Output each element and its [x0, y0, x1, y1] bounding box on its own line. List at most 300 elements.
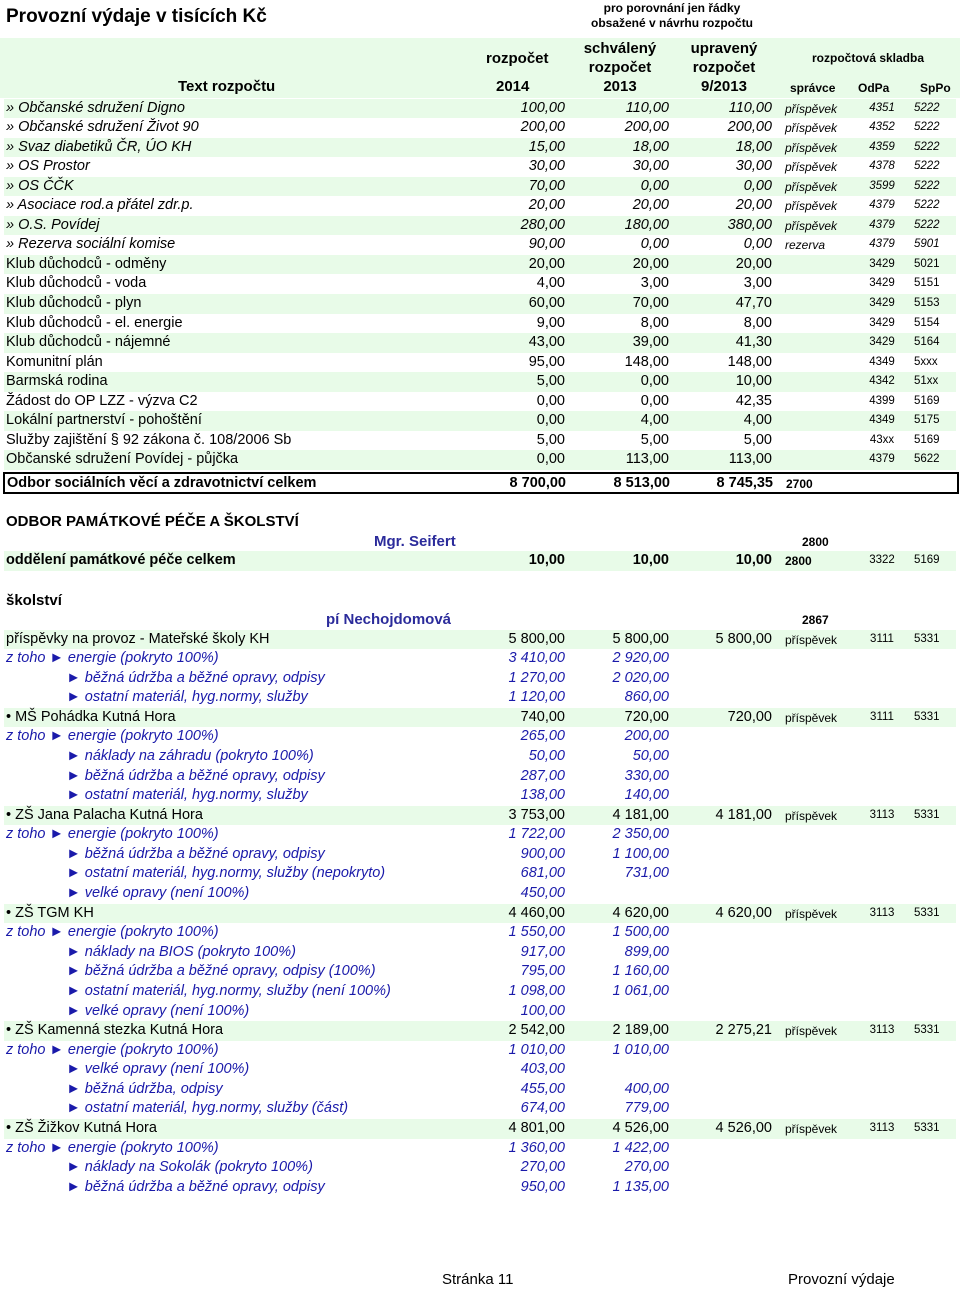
table-row [4, 255, 956, 275]
row-sppo: 5901 [914, 238, 940, 251]
row-odpa: 3429 [869, 277, 895, 290]
row-value-2014: 1 098,00 [508, 982, 565, 999]
row-value-9-2013: 4 620,00 [715, 904, 772, 921]
row-value-9-2013: 42,35 [735, 392, 772, 409]
row-text: ► běžná údržba a běžné opravy, odpisy [6, 1178, 325, 1195]
row-text: Občanské sdružení Povídej - půjčka [6, 451, 239, 468]
row-spravce: příspěvek [785, 1122, 838, 1136]
row-odpa: 4379 [869, 238, 895, 251]
row-value-9-2013: 380,00 [727, 216, 772, 233]
row-value-2014: 2 542,00 [508, 1022, 565, 1039]
row-value-2013: 779,00 [624, 1100, 669, 1117]
row-value-2013: 1 010,00 [612, 1041, 669, 1058]
row-text: z toho ► energie (pokryto 100%) [6, 924, 219, 941]
row-value-2013: 4,00 [640, 412, 669, 429]
row-value-9-2013: 4,00 [743, 412, 772, 429]
row-value-2013: 0,00 [640, 373, 669, 390]
row-value-2014: 4 460,00 [508, 904, 565, 921]
row-text: Žádost do OP LZZ - výzva C2 [6, 392, 198, 409]
row-value-2013: 200,00 [624, 728, 669, 745]
table-row [4, 314, 956, 334]
row-sppo: 5222 [914, 101, 940, 114]
row-odpa: 3429 [869, 336, 895, 349]
row-odpa: 3113 [869, 906, 895, 919]
table-row [4, 786, 956, 806]
row-text: Klub důchodců - plyn [6, 295, 142, 311]
row-value-2013: 1 100,00 [612, 845, 669, 862]
row-odpa: 3429 [869, 297, 895, 309]
col2-year: 2013 [603, 78, 637, 95]
row-text: • ZŠ TGM KH [6, 904, 94, 921]
sppo-label: SpPo [920, 81, 951, 95]
row-value-2013: 113,00 [625, 451, 669, 468]
row-value-2014: 1 360,00 [508, 1139, 565, 1156]
row-text: Barmská rodina [6, 373, 108, 390]
row-value-2014: 265,00 [520, 728, 565, 745]
row-text: Klub důchodců - odměny [6, 255, 167, 272]
row-value-2014: 455,00 [520, 1080, 565, 1097]
table-row [4, 392, 956, 412]
row-odpa: 3322 [869, 554, 895, 566]
row-value-2014: 200,00 [520, 119, 565, 136]
page-number: Stránka 11 [442, 1271, 514, 1288]
row-text: ► běžná údržba a běžné opravy, odpisy [6, 767, 325, 784]
table-row [4, 431, 956, 451]
row-value-2013: 899,00 [624, 943, 669, 960]
row-text: Klub důchodců - el. energie [6, 314, 183, 331]
table-row [4, 333, 956, 353]
row-text: • MŠ Pohádka Kutná Hora [6, 708, 176, 725]
row-text: • ZŠ Kamenná stezka Kutná Hora [6, 1022, 224, 1039]
table-row [4, 923, 956, 943]
table-row [4, 845, 956, 865]
row-value-2013: 270,00 [624, 1159, 669, 1176]
row-sppo: 5222 [914, 179, 940, 192]
row-value-2014: 30,00 [528, 158, 565, 175]
row-sppo: 5331 [914, 1024, 940, 1037]
row-text: » Asociace rod.a přátel zdr.p. [6, 197, 194, 214]
row-text: ► ostatní materiál, hyg.normy, služby [6, 787, 308, 804]
row-text: » Svaz diabetiků ČR, ÚO KH [6, 138, 192, 155]
row-spravce: příspěvek [785, 121, 838, 136]
row-value-2014: 95,00 [528, 353, 565, 370]
row-text: z toho ► energie (pokryto 100%) [6, 826, 219, 843]
row-odpa: 4379 [869, 218, 895, 231]
row-value-2013: 720,00 [624, 708, 669, 725]
row-value-2013: 1 422,00 [612, 1139, 669, 1156]
row-sppo: 5331 [914, 632, 940, 645]
row-text: ► běžná údržba, odpisy [6, 1080, 223, 1097]
row-odpa: 4399 [869, 394, 895, 407]
row-sppo: 5169 [914, 433, 940, 446]
budget-structure-label: rozpočtová skladba [811, 51, 925, 65]
row-value-2013: 0,00 [640, 236, 669, 253]
row-value-2013: 39,00 [632, 334, 669, 351]
row-text: » Rezerva sociální komise [6, 236, 176, 253]
row-value-9-2013: 47,70 [735, 295, 772, 311]
row-value-2014: 1 550,00 [508, 924, 565, 941]
row-value-2013: 50,00 [632, 747, 669, 764]
col3-label: rozpočet [692, 59, 756, 76]
row-value-2013: 400,00 [624, 1080, 669, 1097]
row-spravce: příspěvek [785, 906, 838, 921]
row-value-2014: 1 270,00 [508, 669, 565, 686]
row-value-2014: 917,00 [520, 943, 565, 960]
row-value-2013: 2 350,00 [612, 826, 669, 843]
odpa-label: OdPa [858, 81, 890, 95]
row-value-9-2013: 10,00 [735, 373, 772, 390]
row-value-9-2013: 10,00 [735, 552, 772, 568]
row-odpa: 4349 [869, 414, 895, 427]
row-value-2014: 20,00 [528, 255, 565, 272]
table-row [4, 411, 956, 431]
table-row [4, 372, 956, 392]
table-row [4, 294, 956, 314]
row-spravce: 2800 [785, 554, 812, 568]
table-row [4, 904, 956, 924]
row-value-2013: 1 500,00 [612, 924, 669, 941]
row-sppo: 5151 [914, 277, 940, 290]
table-row [4, 864, 956, 884]
row-value-2013: 20,00 [632, 255, 669, 272]
row-sppo: 5169 [914, 394, 940, 407]
row-text: ► ostatní materiál, hyg.normy, služby (část) [6, 1100, 349, 1117]
table-row [4, 630, 956, 650]
text-col-label: Text rozpočtu [178, 78, 276, 95]
row-value-2014: 403,00 [520, 1061, 565, 1078]
table-row [4, 747, 956, 767]
row-text: ► náklady na záhradu (pokryto 100%) [6, 747, 314, 764]
table-row [4, 825, 956, 845]
row-text: ► velké opravy (není 100%) [6, 885, 250, 902]
table-row [4, 99, 956, 119]
row-value-2014: 950,00 [520, 1178, 565, 1195]
row-sppo: 5222 [914, 140, 940, 153]
table-row [4, 669, 956, 689]
table-row [4, 1178, 956, 1198]
row-sppo: 5331 [914, 1122, 940, 1134]
row-value-9-2013: 0,00 [743, 236, 772, 253]
row-value-9-2013: 30,00 [735, 158, 772, 175]
col3-year: 9/2013 [701, 78, 747, 95]
row-value-2013: 1 160,00 [612, 963, 669, 980]
row-value-2014: 0,00 [536, 451, 565, 468]
row-spravce: příspěvek [785, 1024, 838, 1039]
table-row [4, 1119, 956, 1139]
row-text: » OS ČČK [6, 177, 74, 194]
table-row [4, 649, 956, 669]
row-value-9-2013: 113,00 [728, 451, 772, 468]
table-row [4, 177, 956, 197]
row-value-2014: 90,00 [528, 236, 565, 253]
heritage-total-row [4, 551, 956, 571]
row-odpa: 4342 [869, 375, 895, 388]
row-spravce: příspěvek [785, 199, 838, 214]
table-row [4, 274, 956, 294]
row-text: z toho ► energie (pokryto 100%) [6, 1041, 219, 1058]
row-text: » OS Prostor [6, 158, 90, 175]
row-text: ► běžná údržba a běžné opravy, odpisy (100%) [6, 963, 376, 980]
row-value-2014: 60,00 [528, 295, 565, 311]
row-odpa: 4349 [869, 355, 895, 368]
row-sppo: 5164 [914, 336, 940, 349]
table-row [4, 450, 956, 470]
row-value-2014: 10,00 [528, 552, 565, 568]
row-value-2014: 1 120,00 [508, 689, 565, 706]
col1-label: rozpočet [486, 50, 549, 67]
row-value-9-2013: 720,00 [727, 708, 772, 725]
row-sppo: 5331 [914, 906, 940, 919]
row-value-2013: 110,00 [625, 99, 669, 116]
row-value-2013: 3,00 [640, 275, 669, 292]
row-odpa: 3111 [870, 710, 894, 723]
row-value-2014: 0,00 [536, 412, 565, 429]
row-value-2013: 860,00 [624, 689, 669, 706]
row-value-2014: 795,00 [520, 963, 565, 980]
row-value-2013: 8,00 [640, 314, 669, 331]
row-sppo: 5153 [914, 297, 940, 309]
row-value-2014: 0,00 [536, 392, 565, 409]
row-value-2013: 148,00 [624, 353, 669, 370]
row-spravce: příspěvek [785, 140, 838, 155]
table-row [4, 235, 956, 255]
table-row [4, 1158, 956, 1178]
row-value-9-2013: 110,00 [728, 99, 772, 116]
row-value-2014: 70,00 [528, 177, 565, 194]
row-text: Klub důchodců - voda [6, 275, 147, 292]
row-text: z toho ► energie (pokryto 100%) [6, 1139, 219, 1156]
row-value-2013: 2 020,00 [612, 669, 669, 686]
row-spravce: příspěvek [785, 632, 838, 647]
subsection-heading: školství [6, 592, 62, 609]
table-row [4, 806, 956, 826]
col2-label: schválený [583, 40, 657, 57]
row-value-2013: 0,00 [640, 177, 669, 194]
row-value-9-2013: 4 181,00 [715, 806, 772, 823]
row-spravce: příspěvek [785, 179, 838, 194]
row-text: ► ostatní materiál, hyg.normy, služby (není 100%) [6, 982, 391, 999]
row-value-2014: 5,00 [536, 373, 565, 390]
row-odpa: 3113 [869, 808, 895, 821]
row-value-2014: 287,00 [520, 767, 565, 784]
row-text: ► náklady na BIOS (pokryto 100%) [6, 943, 296, 960]
row-value-9-2013: 0,00 [743, 177, 772, 194]
row-text: Lokální partnerství - pohoštění [6, 412, 202, 429]
row-value-2013: 5,00 [640, 431, 669, 448]
row-spravce: příspěvek [785, 710, 838, 725]
row-text: ► velké opravy (není 100%) [6, 1002, 250, 1019]
row-value-2014: 4 801,00 [508, 1120, 565, 1136]
row-value-2013: 4 526,00 [612, 1120, 669, 1136]
row-text: ► ostatní materiál, hyg.normy, služby [6, 689, 308, 706]
section-code: 2800 [802, 535, 829, 549]
row-value-2014: 43,00 [528, 334, 565, 351]
table-row [4, 962, 956, 982]
row-value-2013: 4 620,00 [612, 904, 669, 921]
row-value-2013: 330,00 [624, 767, 669, 784]
row-text: ► běžná údržba a běžné opravy, odpisy [6, 845, 325, 862]
row-odpa: 43xx [869, 433, 895, 446]
row-sppo: 5222 [914, 160, 940, 173]
compare-note-line: obsažené v návrhu rozpočtu [590, 16, 754, 30]
col1-year: 2014 [496, 78, 530, 95]
row-value-9-2013: 3,00 [743, 275, 772, 292]
table-header [0, 38, 960, 98]
row-text: oddělení památkové péče celkem [6, 552, 236, 568]
row-value-2014: 270,00 [520, 1159, 565, 1176]
row-value-9-2013: 200,00 [727, 119, 772, 136]
row-spravce: příspěvek [785, 160, 838, 175]
table-row [4, 1060, 956, 1080]
row-value-2014: 4,00 [536, 275, 565, 292]
row-value-9-2013: 20,00 [735, 197, 772, 214]
subsection-code: 2867 [802, 613, 829, 627]
row-value-2014: 9,00 [536, 314, 565, 331]
row-value-2013: 70,00 [632, 295, 669, 311]
row-value-2014: 5,00 [536, 431, 565, 448]
row-text: » Občanské sdružení Život 90 [6, 119, 199, 136]
table-row [4, 708, 956, 728]
row-value-2013: 0,00 [640, 392, 669, 409]
row-value-9-2013: 2 275,21 [715, 1022, 772, 1039]
row-value-2014: 50,00 [528, 747, 565, 764]
row-value-2014: 5 800,00 [508, 630, 565, 647]
row-sppo: 5331 [914, 710, 940, 723]
row-value-2014: 280,00 [520, 216, 565, 233]
row-text: ► náklady na Sokolák (pokryto 100%) [6, 1159, 313, 1176]
row-odpa: 3429 [869, 316, 895, 329]
row-value-2014: 138,00 [520, 787, 565, 804]
row-spravce: rezerva [785, 238, 826, 253]
row-value-9-2013: 5 800,00 [715, 630, 772, 647]
row-sppo: 5222 [914, 121, 940, 134]
table-row [4, 688, 956, 708]
row-spravce: příspěvek [785, 218, 838, 233]
row-value-2013: 20,00 [632, 197, 669, 214]
table-row [4, 727, 956, 747]
row-text: ► běžná údržba a běžné opravy, odpisy [6, 669, 325, 686]
section-heading: ODBOR PAMÁTKOVÉ PÉČE A ŠKOLSTVÍ [6, 513, 299, 530]
col3-label: upravený [690, 40, 758, 57]
row-text: z toho ► energie (pokryto 100%) [6, 728, 219, 745]
row-text: » O.S. Povídej [6, 216, 100, 233]
row-odpa: 3113 [869, 1122, 895, 1134]
row-value-2013: 5 800,00 [612, 630, 669, 647]
table-row [4, 1021, 956, 1041]
table-row [4, 1099, 956, 1119]
row-value-2013: 140,00 [624, 787, 669, 804]
row-value-2014: 1 722,00 [508, 826, 565, 843]
row-value-2014: 3 410,00 [508, 650, 565, 667]
row-value-2014: 3 753,00 [508, 806, 565, 823]
row-value-2014: 15,00 [528, 138, 565, 155]
table-row [4, 1139, 956, 1159]
row-value-2014: 681,00 [520, 865, 565, 882]
row-value-2013: 2 920,00 [612, 650, 669, 667]
page-title: Provozní výdaje v tisících Kč [6, 6, 267, 27]
section-manager: Mgr. Seifert [374, 533, 456, 550]
row-sppo: 5154 [914, 316, 940, 329]
row-text: Klub důchodců - nájemné [6, 334, 171, 351]
social-total-row [3, 472, 959, 494]
row-sppo: 51xx [914, 375, 939, 388]
table-row [4, 1041, 956, 1061]
table-row [4, 884, 956, 904]
row-value-2013: 200,00 [624, 119, 669, 136]
row-value-2013: 10,00 [632, 552, 669, 568]
row-sppo: 5xxx [914, 355, 938, 368]
table-row [4, 196, 956, 216]
footer-section: Provozní výdaje [788, 1271, 895, 1288]
row-value-2014: 100,00 [520, 99, 565, 116]
row-text: Komunitní plán [6, 353, 103, 370]
table-row [4, 1002, 956, 1022]
row-text: » Občanské sdružení Digno [6, 99, 185, 116]
table-row [4, 982, 956, 1002]
row-spravce: 2700 [786, 477, 813, 491]
compare-note [563, 1, 781, 31]
row-value-2014: 1 010,00 [508, 1041, 565, 1058]
row-spravce: příspěvek [785, 808, 838, 823]
row-value-2013: 731,00 [624, 865, 669, 882]
row-text: • ZŠ Žižkov Kutná Hora [6, 1120, 157, 1136]
row-value-2013: 1 061,00 [612, 982, 669, 999]
row-value-9-2013: 8 745,35 [716, 475, 773, 491]
row-odpa: 3599 [869, 179, 895, 192]
row-odpa: 4359 [869, 140, 895, 153]
row-value-9-2013: 20,00 [735, 255, 772, 272]
row-text: z toho ► energie (pokryto 100%) [6, 650, 219, 667]
row-odpa: 3429 [869, 257, 895, 270]
row-value-2014: 8 700,00 [509, 475, 566, 491]
row-odpa: 4379 [869, 199, 895, 212]
row-sppo: 5222 [914, 218, 940, 231]
row-sppo: 5331 [914, 808, 940, 821]
row-value-9-2013: 148,00 [727, 353, 772, 370]
row-value-2013: 30,00 [632, 158, 669, 175]
row-value-9-2013: 18,00 [735, 138, 772, 155]
row-spravce: příspěvek [785, 101, 838, 116]
row-text: Odbor sociálních věcí a zdravotnictví celkem [7, 475, 317, 491]
col2-label: rozpočet [588, 59, 652, 76]
row-sppo: 5622 [914, 453, 940, 466]
spravce-label: správce [790, 81, 836, 95]
row-sppo: 5021 [914, 257, 940, 270]
row-sppo: 5222 [914, 199, 940, 212]
row-value-2013: 18,00 [632, 138, 669, 155]
table-row [4, 138, 956, 158]
row-text: ► velké opravy (není 100%) [6, 1061, 250, 1078]
row-value-2014: 900,00 [520, 845, 565, 862]
row-value-2013: 180,00 [624, 216, 669, 233]
table-row [4, 767, 956, 787]
row-value-2013: 4 181,00 [612, 806, 669, 823]
row-value-9-2013: 5,00 [743, 431, 772, 448]
table-row [4, 1080, 956, 1100]
row-text: Služby zajištění § 92 zákona č. 108/2006 Sb [6, 431, 292, 448]
compare-note-line: pro porovnání jen řádky [603, 1, 741, 15]
row-odpa: 4352 [869, 121, 895, 134]
row-value-2014: 740,00 [520, 708, 565, 725]
row-odpa: 4378 [869, 160, 895, 173]
row-odpa: 3111 [870, 632, 894, 645]
subsection-manager: pí Nechojdomová [326, 611, 452, 628]
table-row [4, 353, 956, 373]
row-value-9-2013: 8,00 [743, 314, 772, 331]
row-text: příspěvky na provoz - Mateřské školy KH [6, 630, 270, 647]
row-odpa: 3113 [869, 1024, 895, 1037]
row-text: • ZŠ Jana Palacha Kutná Hora [6, 806, 203, 823]
